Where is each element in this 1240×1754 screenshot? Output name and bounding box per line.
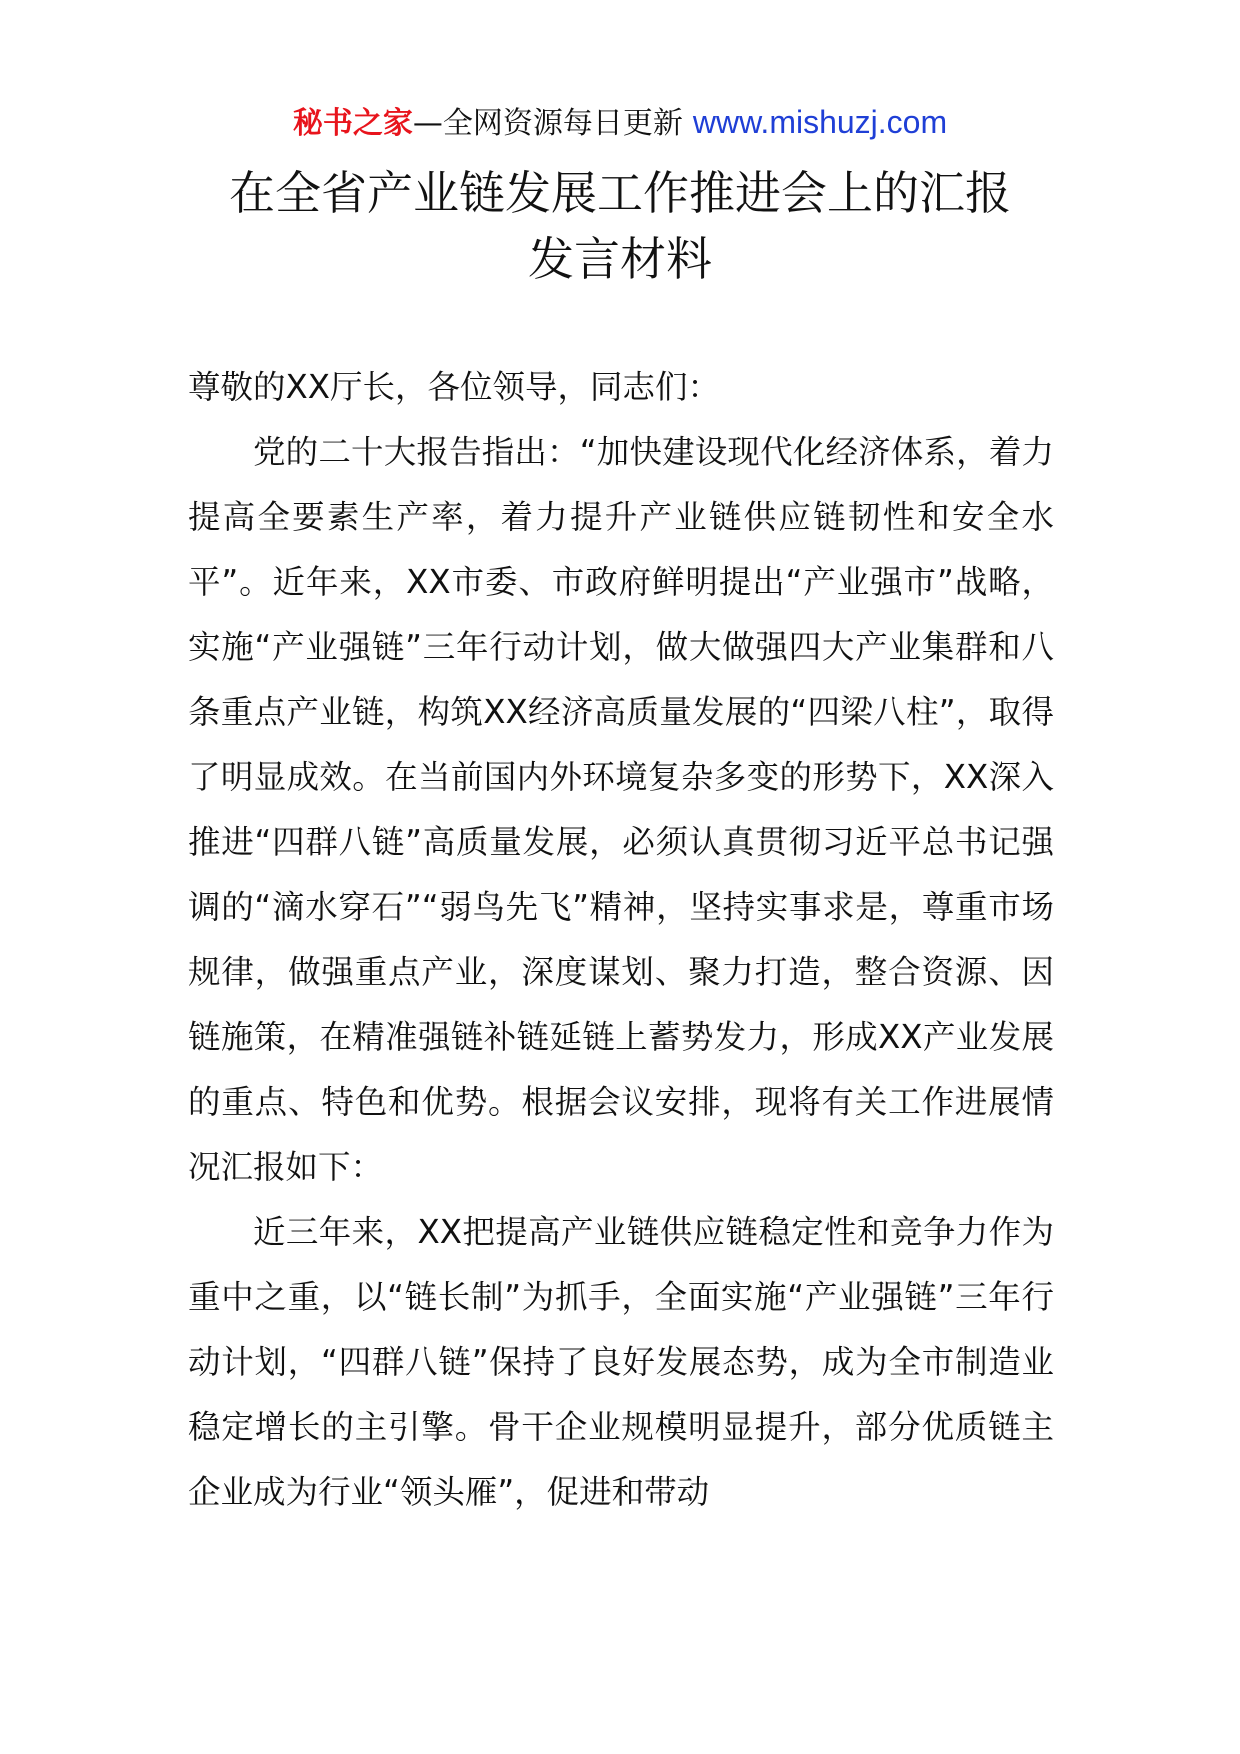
paragraph-2: 近三年来，XX把提高产业链供应链稳定性和竞争力作为重中之重，以“链长制”为抓手，全面实施“产业强链”三年行动计划，“四群八链”保持了良好发展态势，成为全市制造业稳定增长的主引擎。骨干企业规模明显提升，部分优质链主企业成为行业“领头雁”，促进和带动	[188, 1213, 1054, 1511]
salutation: 尊敬的XX厅长，各位领导，同志们：	[188, 368, 721, 406]
site-url[interactable]: www.mishuzj.com	[692, 104, 948, 140]
title-line-2: 发言材料	[528, 232, 712, 286]
document-title	[0, 160, 1240, 292]
title-line-1: 在全省产业链发展工作推进会上的汇报	[229, 166, 1011, 220]
document-body	[188, 355, 1054, 1525]
brand-name: 秘书之家	[292, 106, 413, 141]
brand-slogan: —全网资源每日更新	[412, 106, 683, 141]
paragraph-1: 党的二十大报告指出：“加快建设现代化经济体系，着力提高全要素生产率，着力提升产业链供应链韧性和安全水平”。近年来，XX市委、市政府鲜明提出“产业强市”战略，实施“产业强链”三年行动计划，做大做强四大产业集群和八条重点产业链，构筑XX经济高质量发展的“四梁八柱”，取得了明显成效。在当前国内外环境复杂多变的形势下，XX深入推进“四群八链”高质量发展，必须认真贯彻习近平总书记强调的“滴水穿石”“弱鸟先飞”精神，坚持实事求是，尊重市场规律，做强重点产业，深度谋划、聚力打造，整合资源、因链施策，在精准强链补链延链上蓄势发力，形成XX产业发展的重点、特色和优势。根据会议安排，现将有关工作进展情况汇报如下：	[188, 433, 1054, 1186]
site-header	[0, 100, 1240, 146]
